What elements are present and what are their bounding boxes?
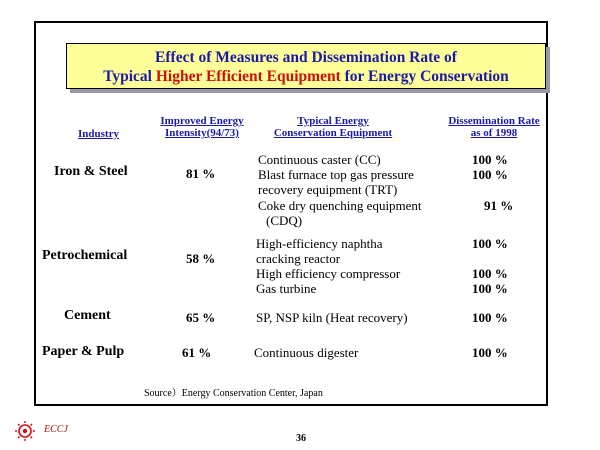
title-line-2 <box>67 67 545 86</box>
rate-gas-turbine: 100 % <box>472 281 508 296</box>
title-line-1: Effect of Measures and Dissemination Rate of <box>155 49 457 66</box>
equipment-trt-line-1: Blast furnace top gas pressure <box>258 167 414 182</box>
header-intensity-line-1: Improved Energy <box>160 115 244 127</box>
equipment-trt <box>258 167 414 197</box>
intensity-petrochemical: 58 % <box>186 251 216 266</box>
rate-kiln: 100 % <box>472 310 508 325</box>
equipment-compressor: High efficiency compressor <box>256 266 401 281</box>
logo-text: ECCJ <box>44 424 68 435</box>
equipment-cc: Continuous caster (CC) <box>258 152 381 167</box>
source-note: Source）Energy Conservation Center, Japan <box>144 388 323 399</box>
industry-paper-pulp: Paper & Pulp <box>42 344 125 359</box>
equipment-trt-line-2: recovery equipment (TRT) <box>258 182 398 197</box>
header-intensity <box>152 115 252 139</box>
intensity-iron-steel: 81 % <box>186 166 216 181</box>
equipment-naphtha-line-1: High-efficiency naphtha <box>256 236 383 251</box>
header-rate-line-2: as of 1998 <box>470 127 518 139</box>
eccj-logo-icon <box>10 420 40 442</box>
title-line-2-post: for Energy Conservation <box>340 68 509 85</box>
equipment-cdq-line-1: Coke dry quenching equipment <box>258 198 422 213</box>
industry-iron-steel: Iron & Steel <box>54 164 128 179</box>
header-rate-line-1: Dissemination Rate <box>448 115 540 127</box>
header-industry: Industry <box>78 128 119 140</box>
equipment-cdq <box>258 198 422 228</box>
industry-cement: Cement <box>64 308 111 323</box>
rate-cc: 100 % <box>472 152 508 167</box>
title-highlight: Higher Efficient Equipment <box>155 68 341 85</box>
rate-trt: 100 % <box>472 167 508 182</box>
title-line-2-pre: Typical <box>103 68 156 85</box>
page-number: 36 <box>296 433 306 444</box>
header-intensity-line-2: Intensity(94/73) <box>165 127 239 139</box>
intensity-paper-pulp: 61 % <box>182 345 212 360</box>
equipment-kiln: SP, NSP kiln (Heat recovery) <box>256 310 408 325</box>
rate-naphtha: 100 % <box>472 236 508 251</box>
equipment-naphtha-line-2: cracking reactor <box>256 251 341 266</box>
equipment-gas-turbine: Gas turbine <box>256 281 317 296</box>
equipment-digester: Continuous digester <box>254 345 359 360</box>
intensity-cement: 65 % <box>186 310 216 325</box>
title-box <box>66 43 546 89</box>
industry-petrochemical: Petrochemical <box>42 248 128 263</box>
rate-digester: 100 % <box>472 345 508 360</box>
equipment-naphtha <box>256 236 382 266</box>
rate-compressor: 100 % <box>472 266 508 281</box>
header-equipment-line-1: Typical Energy <box>297 115 369 127</box>
header-rate <box>438 115 550 139</box>
rate-cdq: 91 % <box>484 198 514 213</box>
equipment-cdq-line-2: (CDQ) <box>266 213 303 228</box>
header-equipment <box>258 115 408 139</box>
header-equipment-line-2: Conservation Equipment <box>273 127 393 139</box>
slide-frame <box>34 21 548 406</box>
